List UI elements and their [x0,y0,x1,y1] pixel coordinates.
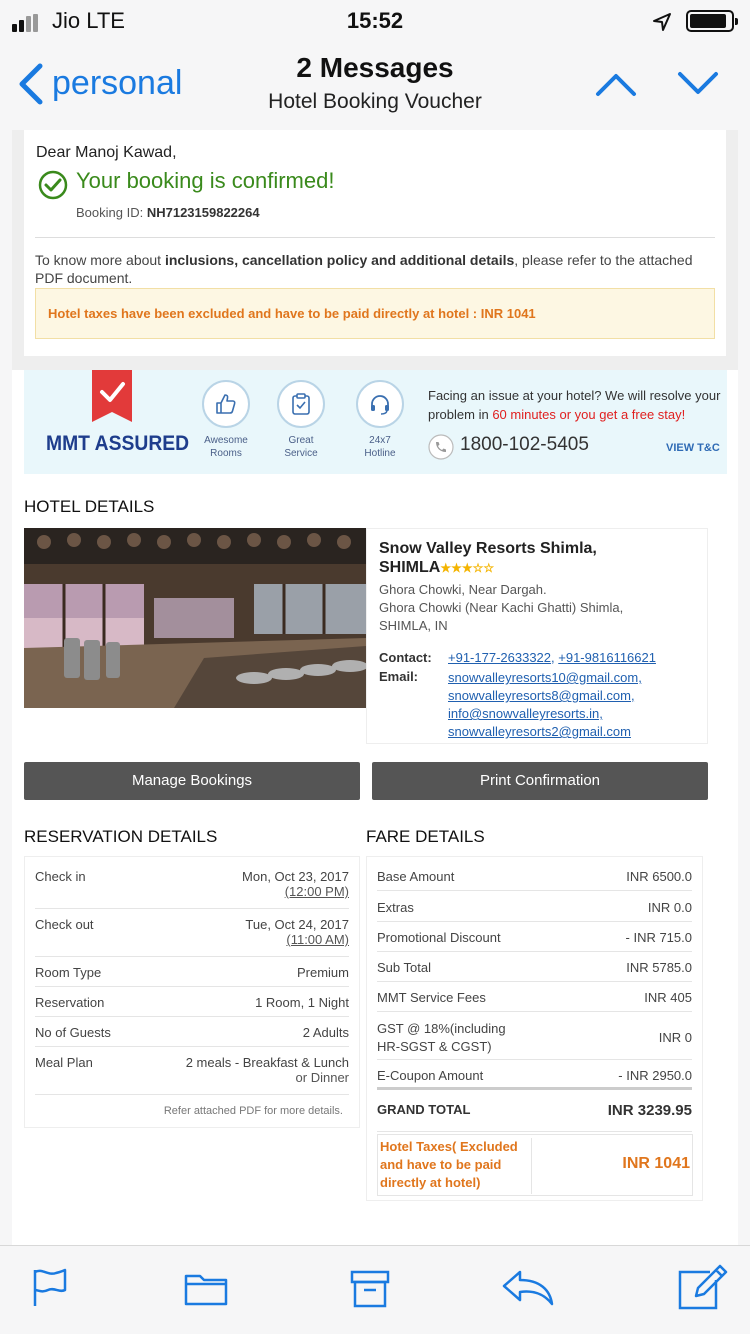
table-row [35,965,349,987]
hotel-section-title: HOTEL DETAILS [24,497,155,516]
divider [35,237,715,238]
previous-message-icon[interactable] [594,70,638,98]
row-value: - INR 2950.0 [618,1068,692,1083]
grand-total-value: INR 3239.95 [607,1102,692,1119]
row-value: - INR 715.0 [625,930,692,945]
clipboard-check-icon [289,392,313,416]
reservation-note: Refer attached PDF for more details. [163,1105,343,1117]
archive-icon[interactable] [350,1268,390,1308]
view-tc-link[interactable]: VIEW T&C [666,442,720,454]
check-in-date: Mon, Oct 23, 2017 [242,869,349,884]
check-out-date: Tue, Oct 24, 2017 [245,917,349,932]
gst-label: GST @ 18%(including [377,1021,506,1036]
address-line: Ghora Chowki, Near Dargah. [379,582,547,597]
feature-great-service [271,380,331,460]
check-in-time: (12:00 PM) [284,884,349,899]
email-link[interactable]: snowvalleyresorts8@gmail.com, [448,688,635,703]
back-button[interactable]: personal [52,64,183,102]
table-row [377,869,692,891]
row-label: Promotional Discount [377,930,501,945]
folder-icon[interactable] [184,1268,228,1308]
feature-label: Awesome [204,435,248,446]
row-value: INR 405 [644,990,692,1005]
thumbs-up-icon [214,392,238,416]
table-row [35,917,349,957]
compose-icon[interactable] [678,1264,728,1312]
check-out-time: (11:00 AM) [286,932,349,947]
hotel-photo [24,528,366,708]
hotline-number[interactable]: 1800-102-5405 [460,434,589,455]
row-value: INR 0.0 [647,900,692,915]
contact-phones: +91-177-2633322, +91-9816116621 [448,650,656,665]
row-value: INR 6500.0 [626,869,692,884]
row-label: Sub Total [377,960,431,975]
hotel-address [379,581,699,635]
nav-title: 2 Messages [296,52,454,83]
nav-subtitle: Hotel Booking Voucher [268,90,482,113]
feature-label: 24x7 [369,435,391,446]
table-row [35,1025,349,1047]
hotel-tax-label-line: and have to be paid [380,1157,502,1172]
hotel-tax-value: INR 1041 [622,1155,690,1172]
location-arrow-icon [652,12,672,32]
table-row [35,995,349,1017]
mail-toolbar [0,1245,750,1334]
hotel-tax-label-line: directly at hotel) [380,1175,481,1190]
table-row [377,960,692,982]
hotel-name [379,539,699,578]
confirmation-headline: Your booking is confirmed! [76,168,335,193]
phone-link[interactable]: +91-9816116621 [558,650,656,665]
battery-icon [686,10,734,32]
address-line: Ghora Chowki (Near Kachi Ghatti) Shimla, [379,600,624,615]
grand-total-label: GRAND TOTAL [377,1102,471,1117]
reply-icon[interactable] [502,1268,554,1308]
intro-bold: inclusions, cancellation policy and additional details [164,252,515,268]
table-row [377,930,692,952]
gray-gutter-right [726,130,738,356]
row-value: INR 0 [658,1030,692,1045]
email-link[interactable]: snowvalleyresorts2@gmail.com [448,724,631,739]
meal-plan-line: 2 meals - Breakfast & Lunch [185,1055,349,1070]
table-row [35,1055,349,1095]
row-label: Check out [35,917,94,932]
row-value: INR 5785.0 [626,960,692,975]
check-circle-icon [38,170,68,200]
mmt-brand: MMT ASSURED [46,432,190,455]
reservation-table [24,856,360,1128]
booking-id-value: NH7123159822264 [146,205,260,220]
hotel-tax-row [377,1134,693,1196]
banner-line-2: problem in [428,407,493,422]
phone-link[interactable]: +91-177-2633322 [448,650,552,665]
greeting: Dear Manoj Kawad, [36,144,177,161]
table-row [377,1020,692,1060]
phone-icon [428,434,454,460]
grand-total-row [377,1102,692,1132]
booking-id-label: Booking ID: [76,205,144,220]
table-row [377,990,692,1012]
intro-pre: To know more about [35,252,165,268]
headset-icon [368,392,392,416]
fare-table [366,856,703,1201]
row-value: 1 Room, 1 Night [255,995,349,1010]
gray-separator [12,356,738,370]
hotel-name-text: Snow Valley Resorts Shimla, SHIMLA [379,540,597,576]
table-row [377,1068,692,1090]
feature-label: Rooms [210,448,242,459]
hotel-info-card [366,528,708,744]
mmt-badge-icon [92,370,132,422]
address-line: SHIMLA, IN [379,618,448,633]
feature-label: Service [284,448,318,459]
row-label: Base Amount [377,869,455,884]
row-label: No of Guests [35,1025,111,1040]
hotel-tax-label [380,1138,532,1194]
email-link[interactable]: snowvalleyresorts10@gmail.com, [448,670,642,685]
row-value: Premium [296,965,349,980]
row-value: 2 Adults [302,1025,349,1040]
clock: 15:52 [346,8,404,33]
email-body [12,130,738,1245]
row-label: Reservation [35,995,105,1010]
manage-bookings-button[interactable]: Manage Bookings [24,762,360,800]
carrier-label: Jio LTE [52,8,125,33]
row-label: Extras [377,900,414,915]
intro-text [35,251,705,287]
contact-label: Contact: [379,650,432,665]
banner-line-1: Facing an issue at your hotel? We will resolve your [428,388,721,403]
gst-label: HR-SGST & CGST) [377,1039,492,1054]
tax-notice-text: Hotel taxes have been excluded and have to be paid directly at hotel : INR 1041 [48,306,536,321]
status-bar [0,0,750,40]
star-rating: ★★★☆☆ [440,561,495,575]
tax-notice-box [35,288,715,339]
intro-post: , please refer to the attached PDF document. [35,252,693,286]
mail-nav-bar [0,40,750,130]
row-label: Meal Plan [35,1055,93,1070]
banner-line-2-highlight: 60 minutes or you get a free stay! [492,407,686,422]
table-row [377,900,692,922]
row-label: E-Coupon Amount [377,1068,484,1083]
email-link[interactable]: info@snowvalleyresorts.in, [448,706,603,721]
mmt-assured-banner[interactable] [24,370,727,474]
feature-24x7-hotline [350,380,410,460]
print-confirmation-button[interactable]: Print Confirmation [372,762,708,800]
meal-plan-line: or Dinner [295,1070,349,1085]
email-list [448,669,642,741]
booking-id [76,205,260,220]
banner-promise [428,386,728,424]
fare-section-title: FARE DETAILS [366,827,485,846]
reservation-section-title: RESERVATION DETAILS [24,827,218,846]
row-label: Check in [35,869,86,884]
feature-label: Great [288,435,314,446]
table-row [35,869,349,909]
feature-awesome-rooms [196,380,256,460]
next-message-icon[interactable] [676,70,720,98]
flag-icon[interactable] [32,1268,68,1308]
feature-label: Hotline [364,448,396,459]
row-label: Room Type [35,965,102,980]
gray-gutter [12,130,24,356]
row-label: MMT Service Fees [377,990,486,1005]
hotel-tax-label-line: Hotel Taxes( Excluded [380,1139,518,1154]
email-label: Email: [379,669,419,684]
